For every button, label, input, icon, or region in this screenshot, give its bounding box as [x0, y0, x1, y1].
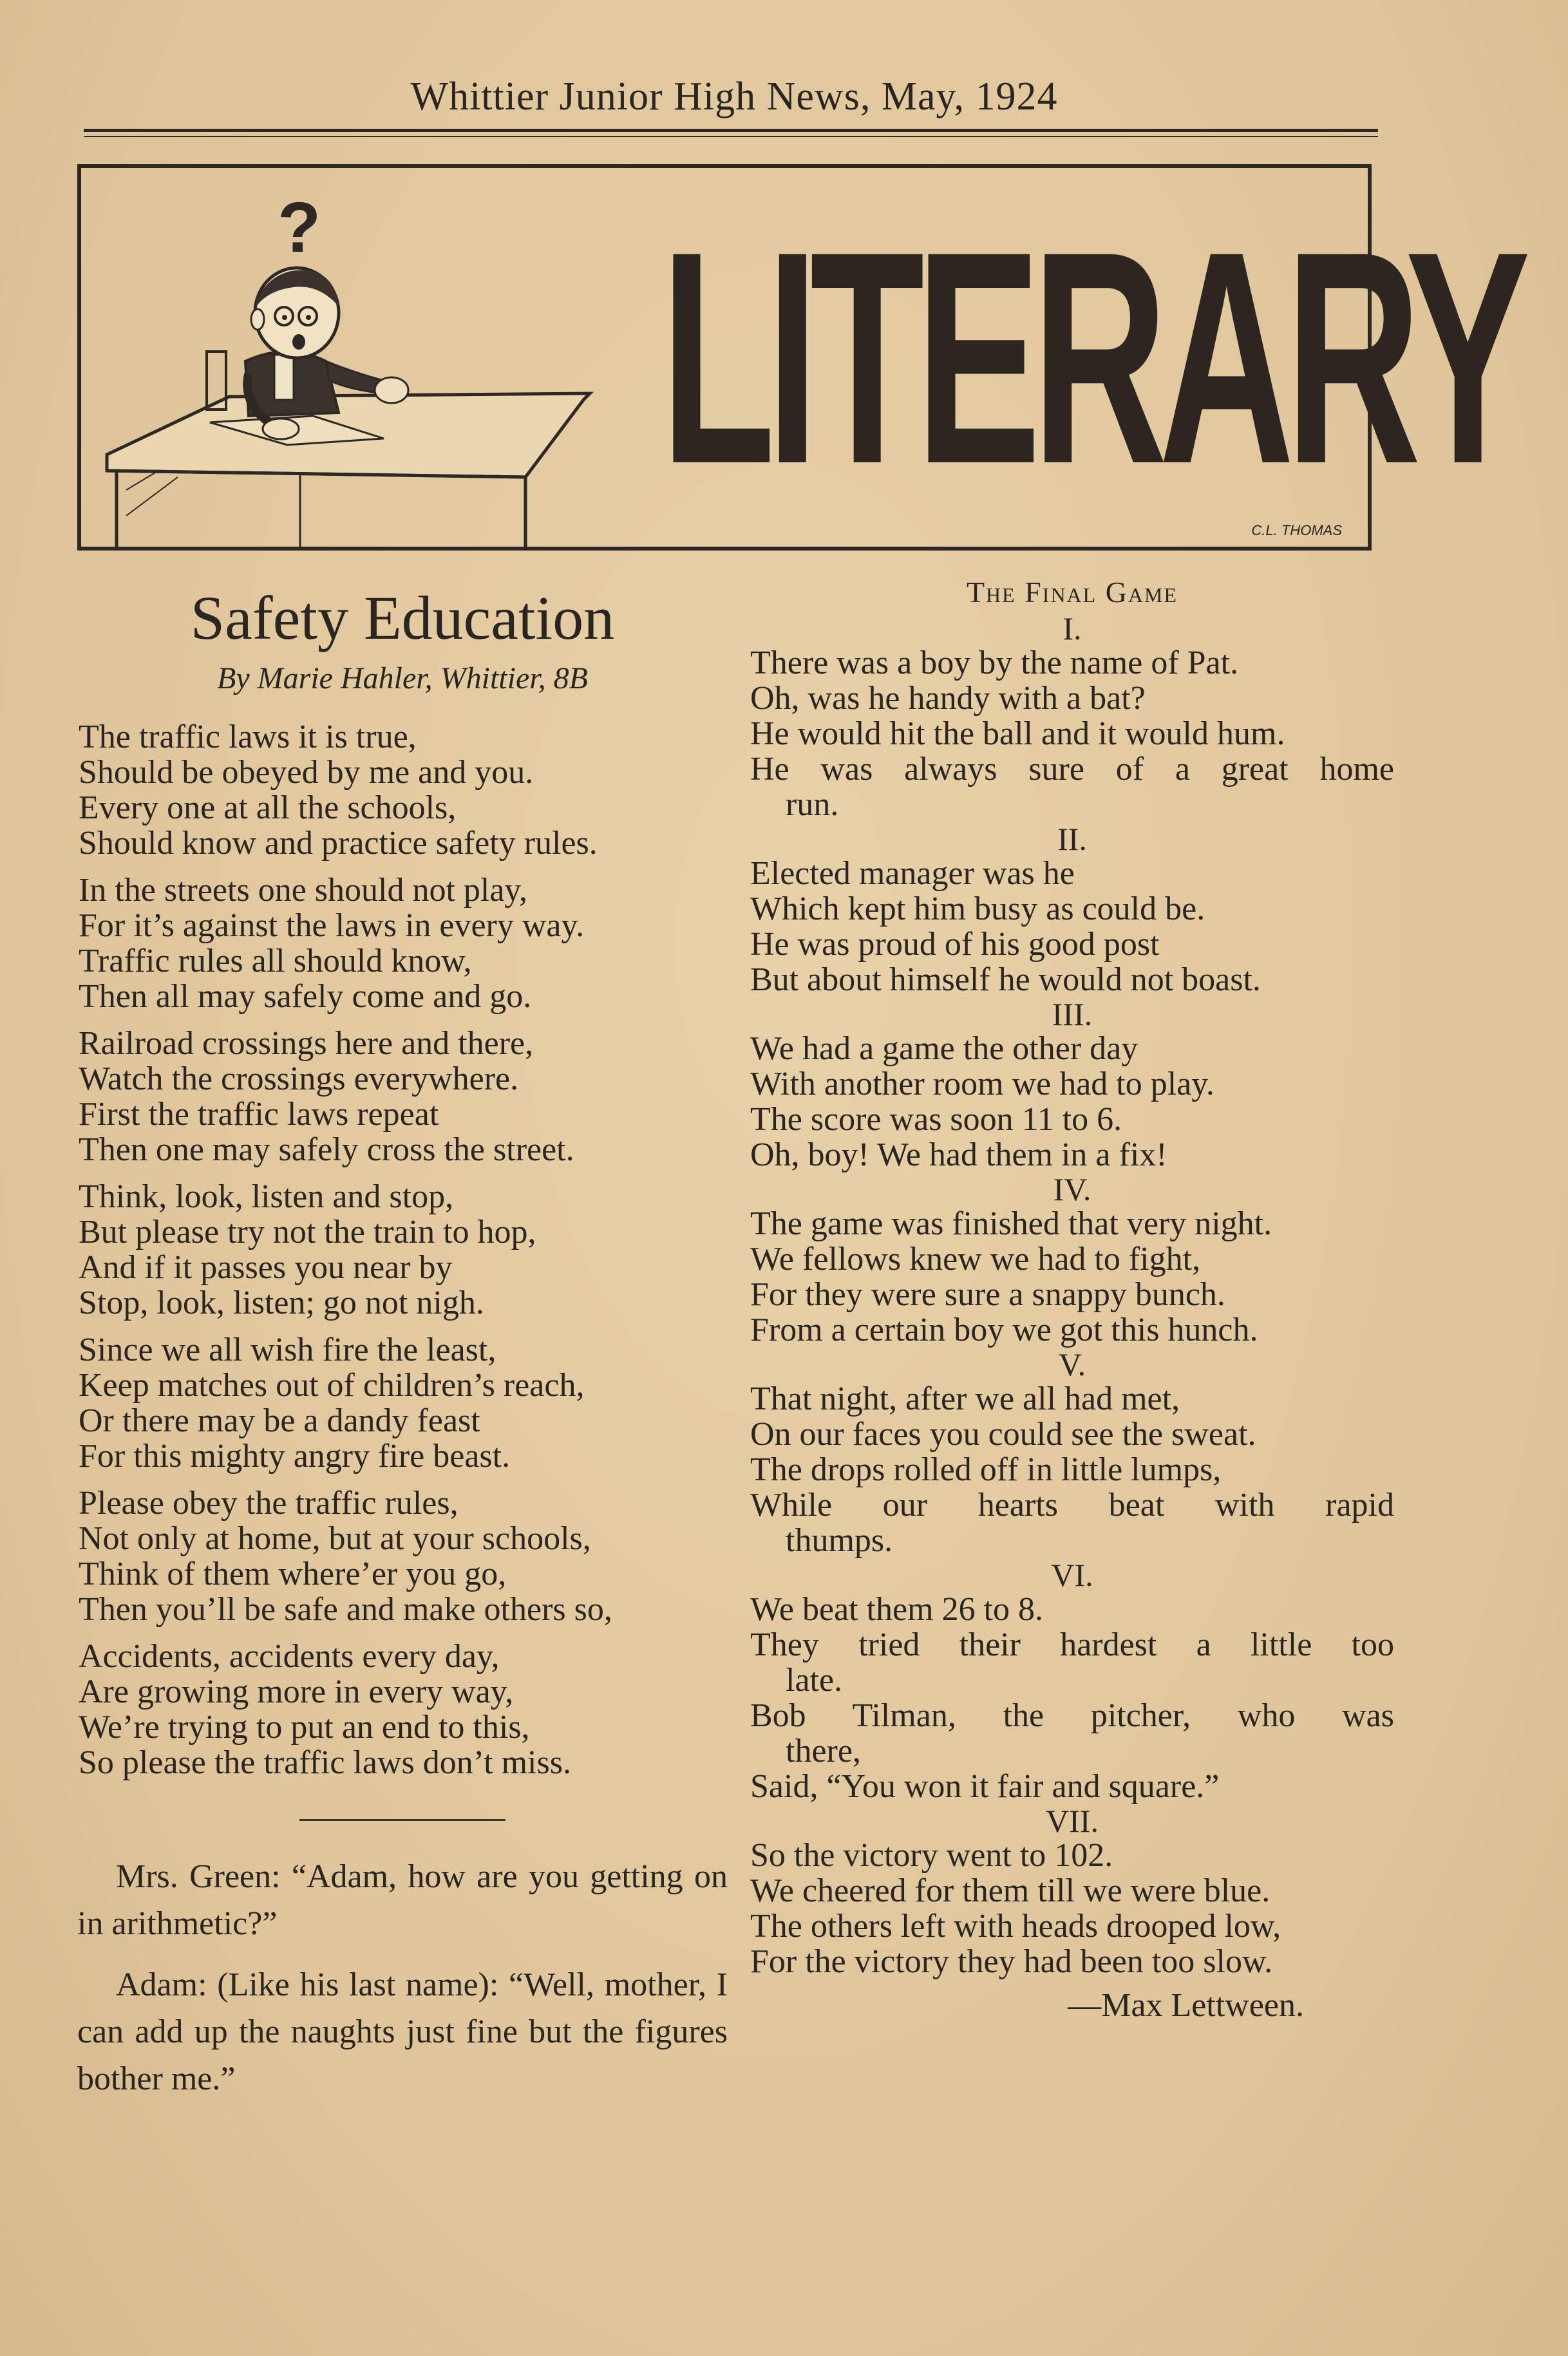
section-numeral: IV.: [1053, 1171, 1091, 1207]
poem-line: We’re trying to put an end to this,: [79, 1709, 530, 1746]
poem-line: We had a game the other day: [750, 1030, 1138, 1067]
poem-line: But please try not the train to hop,: [79, 1214, 536, 1250]
poem-line: Every one at all the schools,: [79, 789, 457, 826]
poem-line: Oh, boy! We had them in a fix!: [750, 1136, 1167, 1173]
poem-line: For this mighty angry fire beast.: [79, 1438, 511, 1475]
poem-line: We fellows knew we had to fight,: [750, 1241, 1201, 1277]
stanza: [77, 1332, 728, 1474]
poem-line: Not only at home, but at your schools,: [79, 1520, 591, 1557]
poem-line: Traffic rules all should know,: [79, 943, 472, 979]
stanza: [77, 872, 728, 1014]
poem-line: The game was finished that very night.: [750, 1205, 1272, 1242]
poem-line: Or there may be a dandy feast: [79, 1402, 480, 1439]
poem-line: Railroad crossings here and there,: [79, 1025, 534, 1062]
joke-paragraph: Adam: (Like his last name): “Well, mother, I can add up the naughts just fine but the figures bother me.”: [77, 1966, 728, 2097]
poem-line: So the victory went to 102.: [750, 1837, 1113, 1874]
poem-line: For they were sure a snappy bunch.: [750, 1276, 1225, 1313]
poem-line: But about himself he would not boast.: [750, 961, 1261, 998]
stanza: [77, 719, 728, 861]
poem-line: Bob Tilman, the pitcher, who was: [750, 1697, 1394, 1734]
poem-line: Should know and practice safety rules.: [79, 825, 598, 862]
poem-line: thumps.: [786, 1522, 893, 1559]
poem-line: Should be obeyed by me and you.: [79, 754, 534, 791]
poem-line: We beat them 26 to 8.: [750, 1591, 1044, 1628]
poem-line: For the victory they had been too slow.: [750, 1943, 1273, 1980]
section-numeral: VI.: [1051, 1557, 1093, 1593]
poem-line: The traffic laws it is true,: [79, 719, 417, 755]
section-numeral: III.: [1052, 996, 1093, 1032]
poem-line: Please obey the traffic rules,: [79, 1485, 458, 1522]
poem-line: From a certain boy we got this hunch.: [750, 1312, 1258, 1348]
poem-line: With another room we had to play.: [750, 1066, 1214, 1102]
poem-line: Think, look, listen and stop,: [79, 1178, 454, 1215]
poem-line: And if it passes you near by: [79, 1249, 453, 1286]
stanza: [77, 1026, 728, 1167]
running-head: Whittier Junior High News, May, 1924: [410, 75, 1058, 118]
section-numeral: VII.: [1046, 1803, 1099, 1839]
stanza: [77, 1179, 728, 1321]
poem-line: there,: [786, 1733, 861, 1769]
poem-line: Which kept him busy as could be.: [750, 891, 1205, 927]
poem-line: Then all may safely come and go.: [79, 978, 532, 1015]
poem-line: They tried their hardest a little too: [750, 1626, 1394, 1663]
left-column: [77, 567, 728, 2116]
poem-line: That night, after we all had met,: [750, 1381, 1180, 1417]
poem-line: We cheered for them till we were blue.: [750, 1872, 1270, 1909]
poem-line: The drops rolled off in little lumps,: [750, 1451, 1222, 1488]
joke-paragraph: Mrs. Green: “Adam, how are you getting on in arithmetic?”: [77, 1858, 728, 1942]
artist-signature: C.L. THOMAS: [1251, 522, 1342, 538]
poem-line: Then you’ll be safe and make others so,: [79, 1591, 612, 1628]
poem-line: In the streets one should not play,: [79, 872, 528, 909]
poem-line: For it’s against the laws in every way.: [79, 907, 585, 944]
poem-line: late.: [786, 1662, 843, 1699]
poem-line: Watch the crossings everywhere.: [79, 1060, 519, 1097]
poem-line: He would hit the ball and it would hum.: [750, 715, 1285, 752]
banner-title: LITERARY: [661, 189, 1522, 527]
section-numeral: V.: [1058, 1346, 1086, 1382]
header-rule: [84, 129, 1378, 137]
poem-line: So please the traffic laws don’t miss.: [79, 1744, 571, 1781]
stanza: [77, 1485, 728, 1627]
poem-line: He was proud of his good post: [750, 926, 1160, 963]
literary-banner: [77, 164, 1522, 551]
joke: [77, 1853, 728, 2102]
section-numeral: II.: [1057, 821, 1087, 857]
poem-line: Elected manager was he: [750, 855, 1075, 892]
poem-line: Since we all wish fire the least,: [79, 1332, 496, 1368]
poem-line: Then one may safely cross the street.: [79, 1131, 574, 1168]
poem-line: Are growing more in every way,: [79, 1673, 514, 1710]
poem-line: First the traffic laws repeat: [79, 1096, 439, 1133]
stanza: [77, 1639, 728, 1780]
poem-line: Said, “You won it fair and square.”: [750, 1768, 1220, 1805]
poem-line: He was always sure of a great home: [750, 751, 1394, 787]
poem-line: run.: [786, 786, 839, 823]
section-divider: [299, 1819, 505, 1821]
poem-line: Keep matches out of children’s reach,: [79, 1367, 585, 1404]
poem-line: On our faces you could see the sweat.: [750, 1416, 1256, 1453]
poem-line: Oh, was he handy with a bat?: [750, 680, 1146, 717]
article-title: Safety Education: [190, 583, 615, 652]
poem-line: Think of them where’er you go,: [79, 1556, 507, 1592]
poem-line: While our hearts beat with rapid: [750, 1487, 1394, 1523]
author-credit: —Max Lettween.: [1068, 1987, 1304, 2024]
poem-line: The score was soon 11 to 6.: [750, 1101, 1122, 1138]
section-numeral: I.: [1063, 610, 1082, 646]
poem-line: Stop, look, listen; go not nigh.: [79, 1285, 484, 1321]
byline: By Marie Hahler, Whittier, 8B: [217, 661, 588, 695]
poem-title: The Final Game: [966, 576, 1178, 608]
poem-line: The others left with heads drooped low,: [750, 1908, 1281, 1945]
poem-line: There was a boy by the name of Pat.: [750, 645, 1239, 681]
poem-line: Accidents, accidents every day,: [79, 1638, 500, 1675]
question-mark: ?: [278, 188, 321, 267]
right-column: [750, 567, 1394, 2028]
